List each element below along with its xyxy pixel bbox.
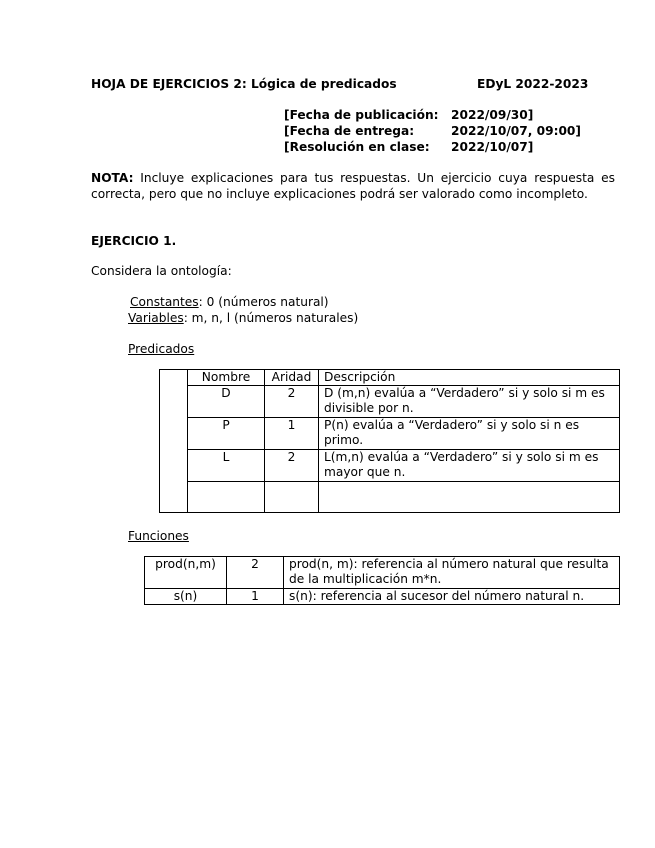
course-label: EDyL 2022-2023 (477, 77, 589, 91)
predicate-name: D (188, 386, 265, 418)
column-header-arity: Aridad (265, 370, 319, 386)
resolution-date-row (284, 139, 581, 155)
empty-cell (188, 482, 265, 513)
predicates-table (159, 369, 620, 513)
note-text: Incluye explicaciones para tus respuestas. Un ejercicio cuya respuesta es correcta, pero que no incluye explicaciones podrá ser valorado como incompleto. (91, 171, 615, 201)
empty-cell (319, 482, 620, 513)
note-paragraph (91, 170, 615, 202)
constants-line (130, 295, 329, 309)
functions-heading: Funciones (128, 529, 189, 543)
predicate-arity: 2 (265, 450, 319, 482)
table-row (160, 450, 620, 482)
function-description: prod(n, m): referencia al número natural que resulta de la multiplicación m*n. (284, 557, 620, 589)
predicate-arity: 1 (265, 418, 319, 450)
function-description: s(n): referencia al sucesor del número natural n. (284, 589, 620, 605)
predicate-arity: 2 (265, 386, 319, 418)
variables-value: : m, n, l (números naturales) (183, 311, 359, 325)
table-header-row (160, 370, 620, 386)
constants-value: : 0 (números natural) (198, 295, 329, 309)
delivery-date-value: 2022/10/07, 09:00] (451, 124, 581, 138)
publication-date-label: [Fecha de publicación: (284, 108, 439, 122)
variables-label: Variables (128, 311, 184, 325)
predicate-description: L(m,n) evalúa a “Verdadero” si y solo si m es mayor que n. (319, 450, 620, 482)
function-arity: 2 (227, 557, 284, 589)
table-row (145, 589, 620, 605)
predicate-description: P(n) evalúa a “Verdadero” si y solo si n es primo. (319, 418, 620, 450)
function-name: prod(n,m) (145, 557, 227, 589)
document-title: HOJA DE EJERCICIOS 2: Lógica de predicados (91, 77, 397, 91)
function-name: s(n) (145, 589, 227, 605)
predicate-description: D (m,n) evalúa a “Verdadero” si y solo si m es divisible por n. (319, 386, 620, 418)
table-row (160, 418, 620, 450)
note-label: NOTA: (91, 171, 134, 185)
function-arity: 1 (227, 589, 284, 605)
empty-cell (265, 482, 319, 513)
predicate-name: L (188, 450, 265, 482)
delivery-date-label: [Fecha de entrega: (284, 124, 415, 138)
publication-date-value: 2022/09/30] (451, 108, 534, 122)
table-empty-margin-cell (160, 370, 188, 513)
dates-block (284, 107, 581, 155)
functions-table (144, 556, 620, 605)
predicates-heading: Predicados (128, 342, 195, 356)
column-header-description: Descripción (319, 370, 620, 386)
constants-label: Constantes (130, 295, 199, 309)
table-row (145, 557, 620, 589)
column-header-name: Nombre (188, 370, 265, 386)
delivery-date-row (284, 123, 581, 139)
exercise-intro: Considera la ontología: (91, 264, 232, 278)
exercise-title: EJERCICIO 1. (91, 234, 177, 248)
predicate-name: P (188, 418, 265, 450)
resolution-date-label: [Resolución en clase: (284, 140, 430, 154)
table-row (160, 386, 620, 418)
publication-date-row (284, 107, 581, 123)
table-empty-row (160, 482, 620, 513)
variables-line (128, 311, 358, 325)
resolution-date-value: 2022/10/07] (451, 140, 534, 154)
